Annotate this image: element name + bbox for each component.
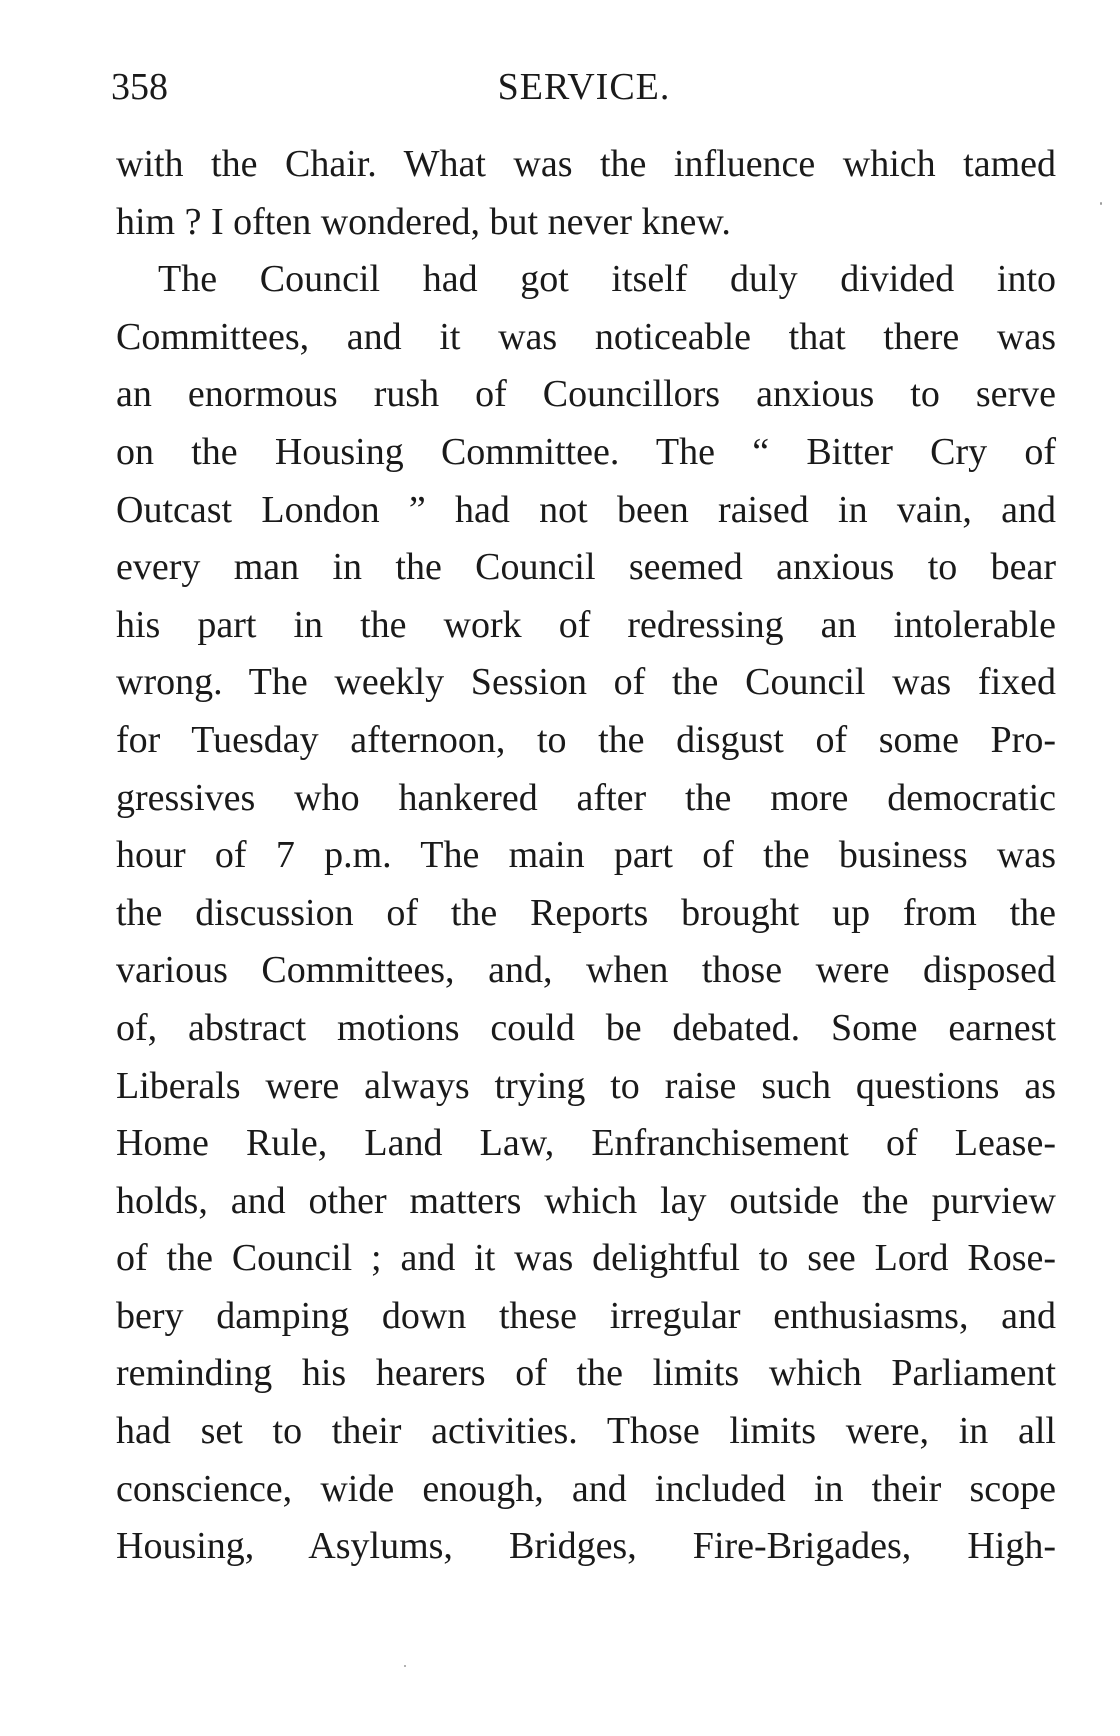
paper-speck [1100,202,1102,205]
text-line: every man in the Council seemed anxious to bear [116,546,1056,589]
text-line: of, abstract motions could be debated. Some earnest [116,1006,1056,1049]
text-line: hour of 7 p.m. The main part of the business was [116,834,1056,877]
running-head: SERVICE. [497,66,671,108]
text-line: of the Council ; and it was delightful to see Lord Rose- [116,1237,1056,1280]
text-line: him ? I often wondered, but never knew. [116,200,731,243]
text-line: holds, and other matters which lay outside the purview [116,1179,1056,1222]
text-line: bery damping down these irregular enthusiasms, and [116,1294,1056,1337]
text-line: for Tuesday afternoon, to the disgust of some Pro- [116,718,1056,761]
text-line: the discussion of the Reports brought up from the [116,891,1056,934]
text-line: an enormous rush of Councillors anxious to serve [116,373,1056,416]
text-line: his part in the work of redressing an intolerable [116,603,1056,646]
page-header [111,62,1057,112]
page-number: 358 [111,66,168,108]
text-line: Outcast London ” had not been raised in vain, and [116,488,1056,531]
paper-speck [404,1665,406,1667]
text-line: Housing, Asylums, Bridges, Fire-Brigades, High- [116,1525,1056,1568]
paragraph-start-line: The Council had got itself duly divided into [158,258,1056,301]
text-line: had set to their activities. Those limits were, in all [116,1410,1056,1453]
body-text [116,136,1056,1576]
text-line: Committees, and it was noticeable that there was [116,315,1056,358]
text-line: with the Chair. What was the influence which tamed [116,143,1056,185]
text-line: wrong. The weekly Session of the Council was fixed [116,661,1056,704]
text-line: Home Rule, Land Law, Enfranchisement of Lease- [116,1122,1056,1165]
text-line: conscience, wide enough, and included in their scope [116,1467,1056,1510]
text-line: reminding his hearers of the limits which Parliament [116,1352,1056,1395]
text-line: on the Housing Committee. The “ Bitter Cry of [116,430,1056,473]
text-line: Liberals were always trying to raise such questions as [116,1064,1056,1107]
text-line: various Committees, and, when those were disposed [116,949,1056,992]
text-line: gressives who hankered after the more democratic [116,776,1056,819]
